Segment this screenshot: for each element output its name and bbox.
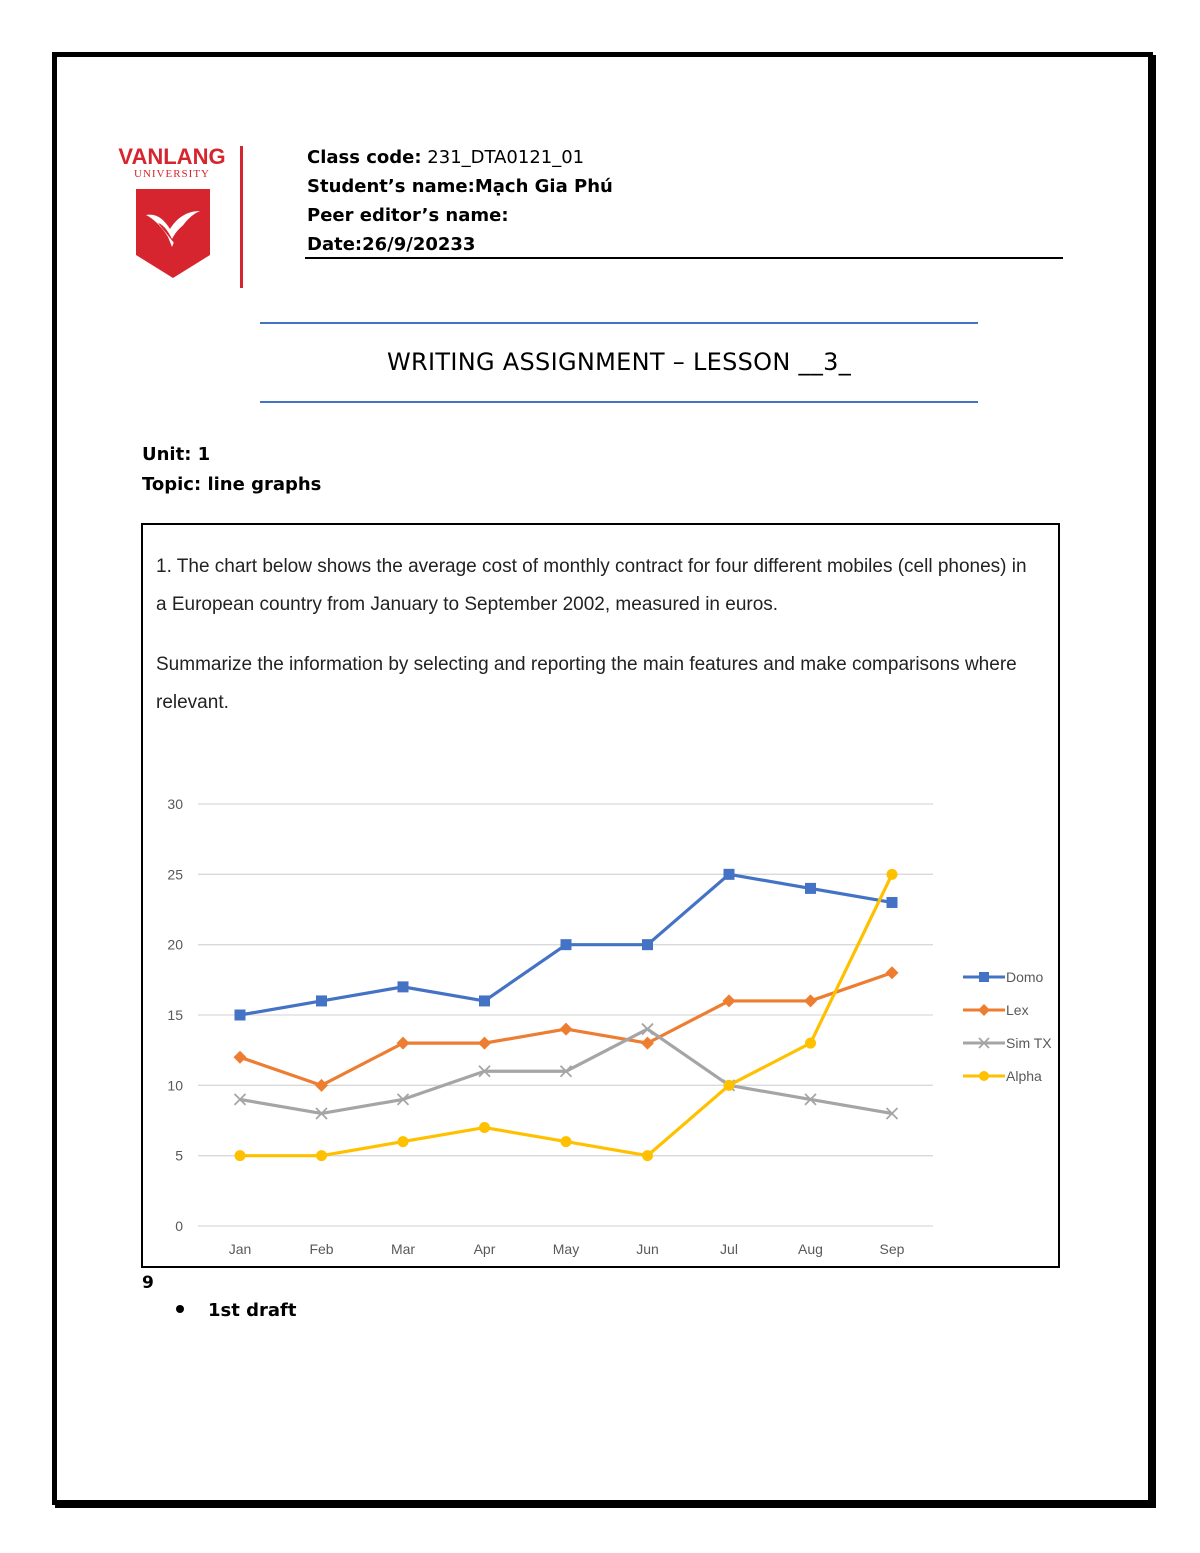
page-title: WRITING ASSIGNMENT – LESSON __3_ [386,348,851,376]
data-point [887,869,898,880]
logo-wordmark: VANLANG [118,144,226,169]
legend-label: Domo [1006,969,1044,985]
data-point [560,1023,573,1036]
page-number: 9 [142,1273,154,1293]
data-point [805,883,816,894]
task-prompt: 1. The chart below shows the average cost of monthly contract for four different mobiles (cell phones) in a European country from January to September 2002, measured in euros. [156,556,1027,615]
student-name: Student’s name:Mạch Gia Phú [307,176,613,197]
draft-bullet [176,1300,296,1321]
y-tick-label: 5 [175,1147,183,1164]
y-tick-label: 15 [167,1007,183,1023]
y-tick-label: 0 [175,1218,183,1234]
y-tick-label: 25 [167,866,183,883]
legend-label: Sim TX [1006,1035,1052,1051]
university-logo [112,140,242,290]
data-point [723,994,736,1007]
data-point [887,897,898,908]
x-tick-label: May [552,1241,580,1257]
data-point [316,1150,327,1161]
class-code-label: Class code: [307,147,422,168]
date: Date:26/9/20233 [307,234,476,255]
unit-label: Unit: 1 [142,444,211,465]
data-point [804,994,817,1007]
y-tick-label: 10 [167,1077,183,1094]
x-tick-label: Mar [390,1241,416,1257]
x-tick-label: Jun [636,1241,659,1257]
data-point [398,1136,409,1147]
header-underline [305,257,1063,259]
unit-topic [142,440,321,500]
data-point [316,995,327,1006]
class-code-line [307,143,613,172]
y-tick-label: 20 [167,936,183,953]
x-tick-label: Apr [473,1241,496,1257]
x-tick-label: Sep [879,1241,905,1257]
data-point [561,939,572,950]
data-point [235,1010,246,1021]
data-point [561,1136,572,1147]
data-point [978,1004,990,1016]
topic-label: Topic: line graphs [142,474,322,495]
x-tick-label: Jul [720,1241,738,1257]
y-tick-label: 30 [167,796,183,812]
legend-label: Lex [1006,1002,1029,1018]
x-tick-label: Jan [228,1241,252,1257]
x-tick-label: Feb [309,1241,334,1257]
x-tick-label: Aug [798,1241,823,1257]
data-point [724,1080,735,1091]
data-point [979,972,989,982]
shield-icon [134,185,212,280]
header-info [307,143,613,259]
data-point [479,1122,490,1133]
logo-divider [240,146,243,288]
title-rule-bottom [260,401,978,403]
peer-editor-name: Peer editor’s name: [307,205,509,226]
data-point [724,869,735,880]
data-point [479,995,490,1006]
data-point [397,1037,410,1050]
data-point [805,1038,816,1049]
data-point [234,1051,247,1064]
data-point [642,1150,653,1161]
line-chart [143,782,1058,1266]
data-point [478,1037,491,1050]
data-point [315,1079,328,1092]
data-point [641,1037,654,1050]
data-point [886,966,899,979]
data-point [642,1024,653,1035]
class-code-value: 231_DTA0121_01 [421,147,585,168]
logo-subtitle: UNIVERSITY [134,168,210,180]
data-point [642,939,653,950]
legend-label: Alpha [1006,1068,1042,1084]
data-point [398,981,409,992]
data-point [979,1071,989,1081]
title-rule-top [260,322,978,324]
bullet-icon [176,1305,184,1313]
task-text [156,548,1036,721]
task-instruction: Summarize the information by selecting and reporting the main features and make comparisons where relevant. [156,654,1017,713]
data-point [235,1150,246,1161]
draft-label: 1st draft [208,1300,297,1321]
